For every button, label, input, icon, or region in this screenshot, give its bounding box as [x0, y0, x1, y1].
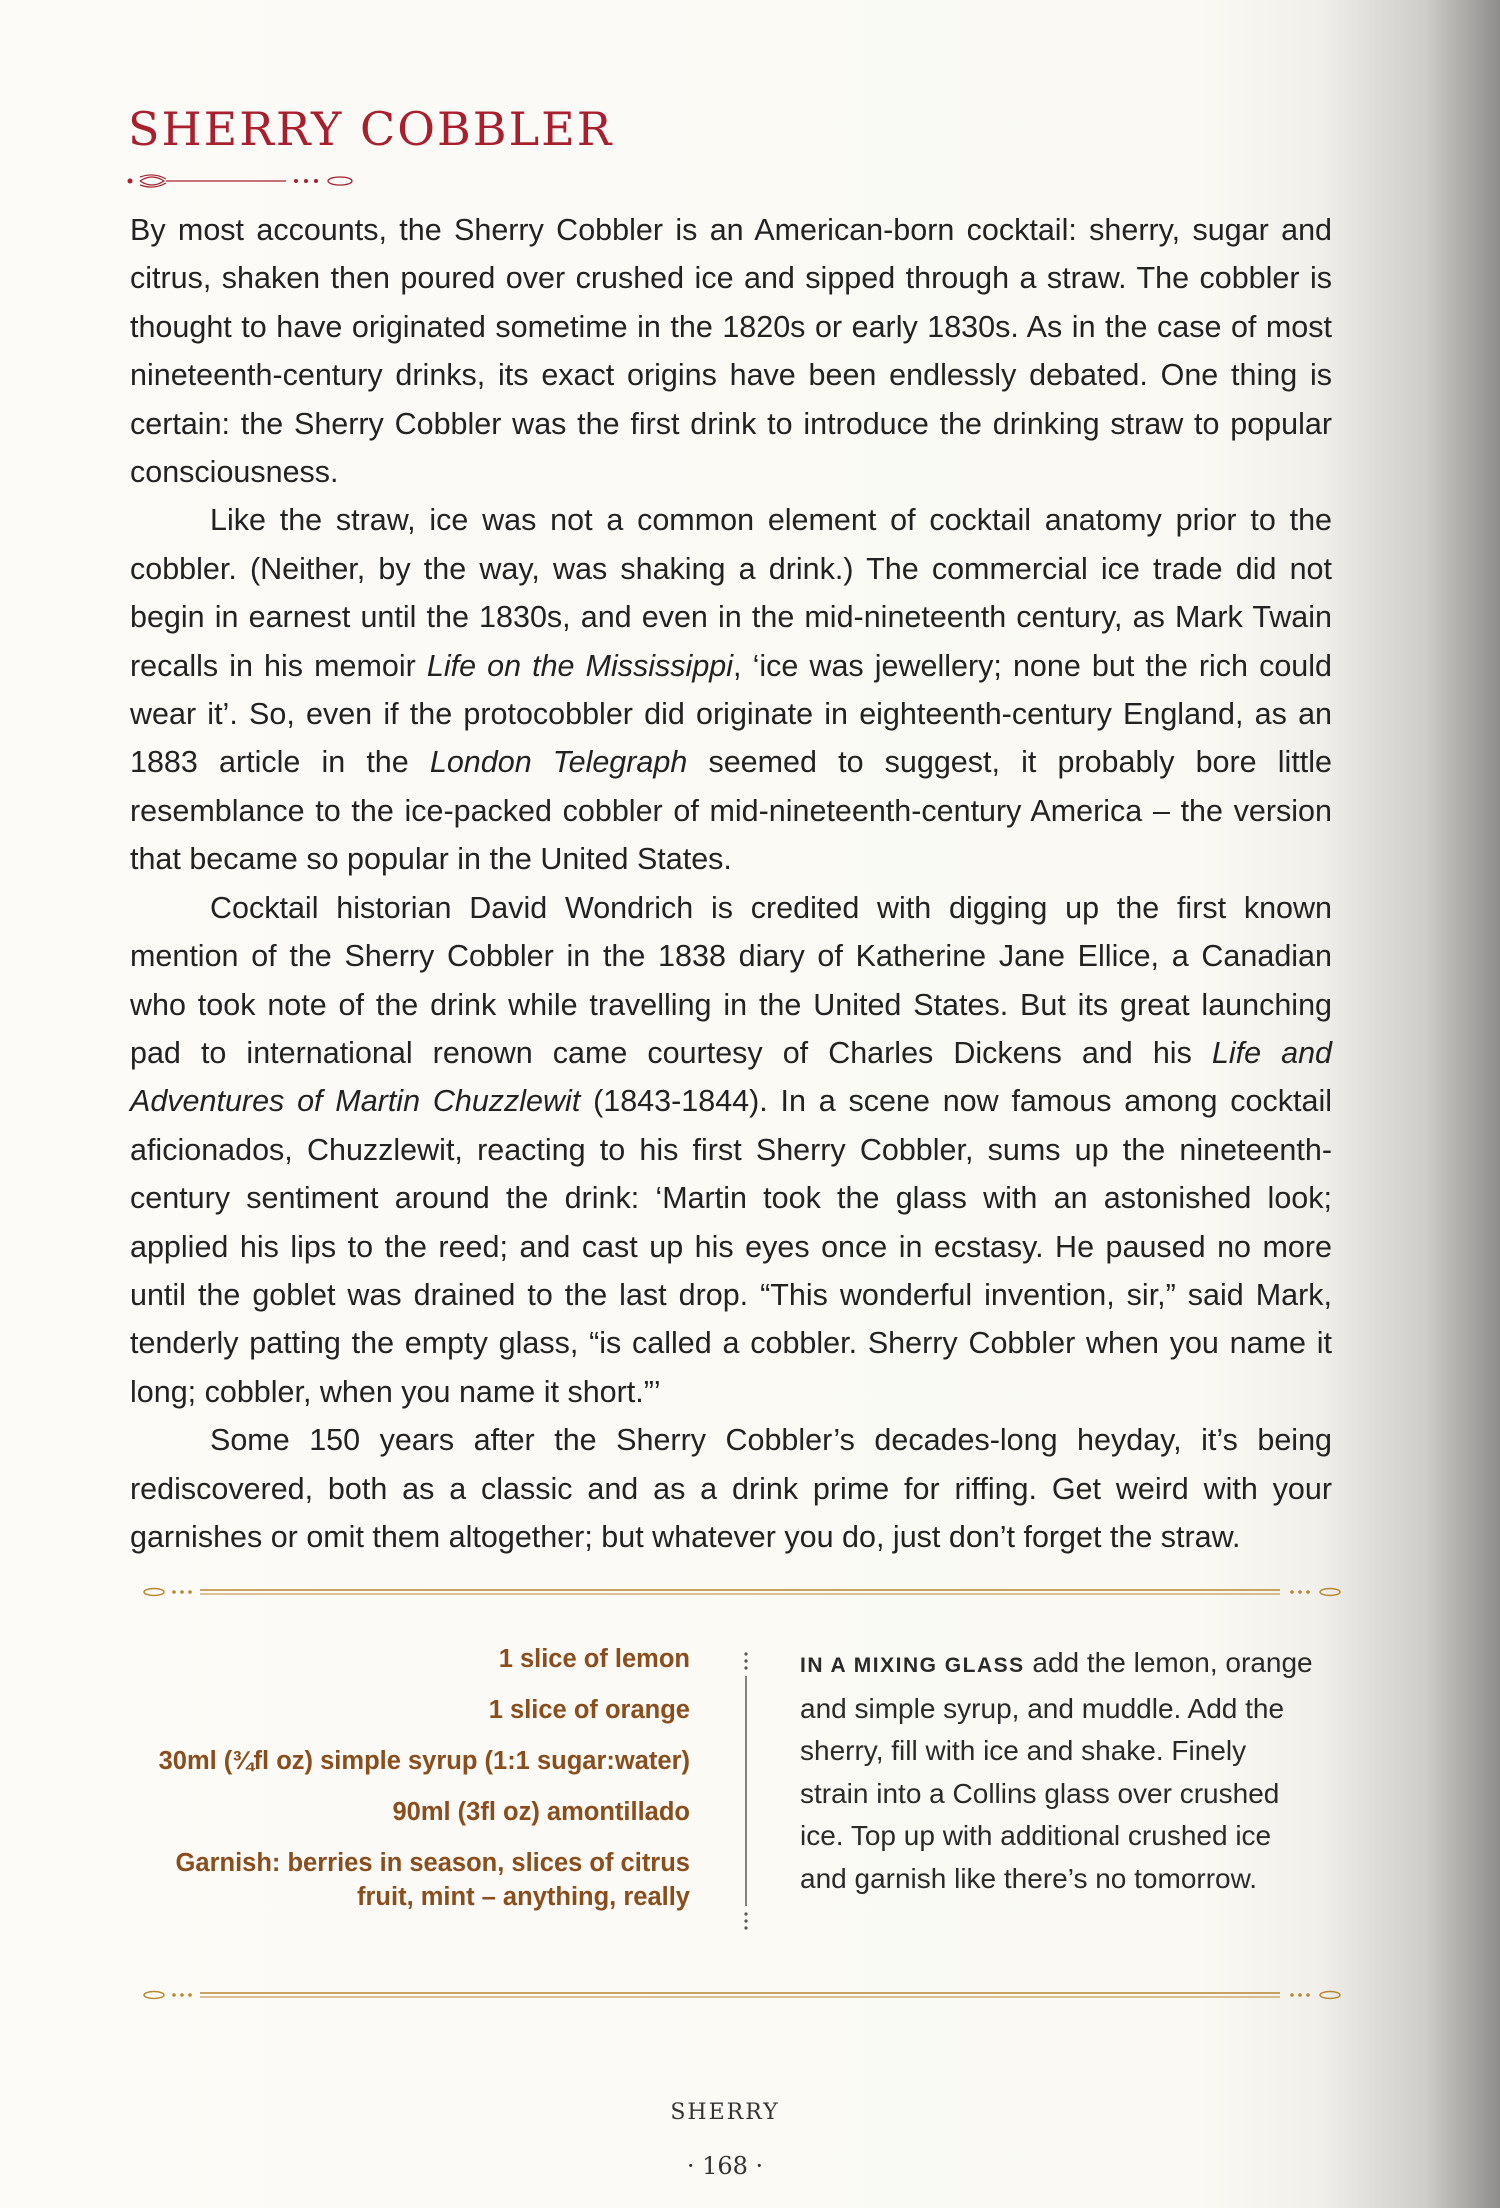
paragraph — [130, 496, 1332, 883]
page-number: · 168 · — [686, 2152, 764, 2180]
text-run: seemed to suggest, it probably bore little resemblance to the ice-packed cobbler of mid-nineteenth-century America – the version that became so popular in the United States. — [130, 745, 1333, 877]
text-run: Cocktail historian David Wondrich is credited with digging up the first known mention of the Sherry Cobbler in the 1838 diary of Katherine Jane Ellice, a Canadian who took note of the drink while travelling in the United States. But its great launching pad to international renown came courtesy of Charles Dickens and his — [130, 890, 1332, 1070]
recipe-rule-bottom — [140, 1985, 1350, 2005]
text-run: Like the straw, ice was not a common element of cocktail anatomy prior to the cobbler. (Neither, by the way, was shaking a drink.) The commercial ice trade did not begin in earnest until the 1830s, and even in the mid-nineteenth century, as Mark Twain recalls in his memoir — [130, 503, 1332, 683]
ingredient-item: 90ml (3fl oz) amontillado — [392, 1798, 690, 1826]
italic-title: London Telegraph — [429, 745, 688, 780]
text-run: By most accounts, the Sherry Cobbler is an American-born cocktail: sherry, sugar and citrus, shaken then poured over crushed ice and sipped through a straw. The cobbler is thought to have originated sometime in the 1820s or early 1830s. As in the case of most nineteenth-century drinks, its exact origins have been endlessly debated. One thing is certain: the Sherry Cobbler was the first drink to introduce the drinking straw to popular consciousness. — [130, 213, 1332, 490]
column-divider — [742, 1650, 750, 1932]
body-text — [130, 206, 1332, 1561]
method-body: add the lemon, orange and simple syrup, and muddle. Add the sherry, fill with ice and shake. Finely strain into a Collins glass over crushed ice. Top up with additional crushed ice and garnish like there’s no tomorrow. — [800, 1647, 1313, 1894]
italic-title: Life on the Mississippi — [426, 648, 734, 683]
garnish-line: Garnish: berries in season, slices of citrus — [175, 1849, 690, 1877]
running-head: SHERRY — [670, 2100, 780, 2125]
recipe-rule-top — [140, 1582, 1350, 1602]
title-ornament-icon — [126, 170, 366, 192]
ingredient-item: 1 slice of lemon — [498, 1645, 690, 1673]
ingredient-item: 1 slice of orange — [488, 1696, 690, 1724]
garnish-line: fruit, mint – anything, really — [357, 1883, 690, 1911]
text-run: , ‘ice was jewellery; none but the rich could wear it’. So, even if the protocobbler did originate in eighteenth-century England, as an 1883 article in the — [130, 648, 1332, 780]
paragraph — [130, 884, 1332, 1416]
method-lead: IN A MIXING GLASS — [800, 1654, 1025, 1677]
italic-title: Life and Adventures of Martin Chuzzlewit — [130, 1035, 1332, 1119]
ingredient-list — [120, 1642, 690, 1914]
page-title: SHERRY COBBLER — [128, 102, 614, 156]
text-run: (1843-1844). In a scene now famous among cocktail aficionados, Chuzzlewit, reacting to his first Sherry Cobbler, sums up the nineteenth-century sentiment around the drink: ‘Martin took the glass with an astonished look; applied his lips to the reed; and cast up his eyes once in ecstasy. He paused no more until the goblet was drained to the last drop. “This wonderful invention, sir,” said Mark, tenderly patting the empty glass, “is called a cobbler. Sherry Cobbler when you name it long; cobbler, when you name it short.”’ — [130, 1084, 1332, 1409]
ingredient-item: 30ml (¾fl oz) simple syrup (1:1 sugar:water) — [158, 1747, 690, 1775]
paragraph — [130, 206, 1332, 496]
text-run: Some 150 years after the Sherry Cobbler’s decades-long heyday, it’s being rediscovered, both as a classic and as a drink prime for riffing. Get weird with your garnishes or omit them altogether; but whatever you do, just don’t forget the straw. — [130, 1423, 1332, 1554]
method-text — [800, 1642, 1320, 1900]
paragraph — [130, 1416, 1332, 1561]
